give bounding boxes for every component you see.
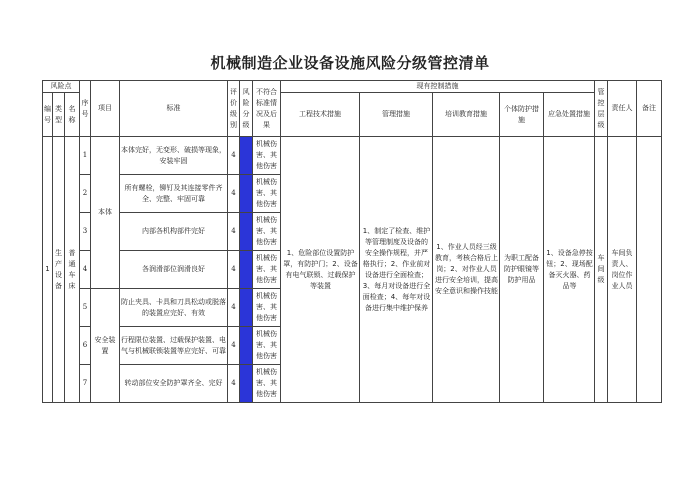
header-existing-controls: 现有控制措施 <box>281 81 595 93</box>
emergency-measures: 1、设备急停按钮；2、现场配备灭火器、药品等 <box>544 137 595 403</box>
header-risk-grade: 风险分级 <box>240 81 253 137</box>
header-control-level: 管控层级 <box>595 81 608 137</box>
row-seq: 6 <box>80 327 91 365</box>
header-training: 培训教育措施 <box>433 93 500 137</box>
row-seq: 5 <box>80 289 91 327</box>
group-no: 1 <box>43 137 53 403</box>
risk-grade-cell <box>240 327 253 365</box>
training-measures: 1、作业人员经三级教育，考核合格后上岗；2、对作业人员进行安全培训，提高安全意识和操作技能 <box>433 137 500 403</box>
header-ppe: 个体防护措施 <box>500 93 544 137</box>
header-item: 项目 <box>91 81 120 137</box>
row-standard: 防止夹具、卡具和刀具松动或脱落的装置应完好、有效 <box>120 289 228 327</box>
group-name: 普通车床 <box>65 137 80 403</box>
header-no: 编号 <box>43 93 53 137</box>
risk-grade-cell <box>240 137 253 175</box>
header-risk-point: 风险点 <box>43 81 80 93</box>
row-standard: 行程限位装置、过载保护装置、电气与机械联锁装置等应完好、可靠 <box>120 327 228 365</box>
row-standard: 转动部位安全防护罩齐全、完好 <box>120 365 228 403</box>
row-standard: 各润滑部位润滑良好 <box>120 251 228 289</box>
row-seq: 4 <box>80 251 91 289</box>
header-type: 类型 <box>53 93 65 137</box>
row-seq: 1 <box>80 137 91 175</box>
row-consequence: 机械伤害、其他伤害 <box>253 137 281 175</box>
row-standard: 所有螺栓，铆钉及其连接零件齐全、完整、牢固可靠 <box>120 175 228 213</box>
header-eval-grade: 评价级别 <box>228 81 240 137</box>
item-body: 本体 <box>91 137 120 289</box>
row-consequence: 机械伤害、其他伤害 <box>253 289 281 327</box>
management-measures: 1、制定了检查、维护等管理制度及设备的安全操作规程，并严格执行；2、作业前对设备进行全面检查；3、每月对设备进行全面检查；4、每年对设备进行集中维护保养 <box>360 137 433 403</box>
row-standard: 内部各机构部件完好 <box>120 213 228 251</box>
row-consequence: 机械伤害、其他伤害 <box>253 327 281 365</box>
header-seq: 序号 <box>80 81 91 137</box>
risk-grade-cell <box>240 175 253 213</box>
row-eval: 4 <box>228 251 240 289</box>
row-consequence: 机械伤害、其他伤害 <box>253 213 281 251</box>
row-seq: 2 <box>80 175 91 213</box>
header-responsible: 责任人 <box>608 81 637 137</box>
row-seq: 3 <box>80 213 91 251</box>
row-eval: 4 <box>228 213 240 251</box>
item-safety-device: 安全装置 <box>91 289 120 403</box>
header-standard: 标准 <box>120 81 228 137</box>
header-name: 名称 <box>65 93 80 137</box>
risk-grade-cell <box>240 289 253 327</box>
header-eng-tech: 工程技术措施 <box>281 93 360 137</box>
document-title: 机械制造企业设备设施风险分级管控清单 <box>210 54 490 72</box>
header-row-1 <box>43 81 662 93</box>
control-level: 车间级 <box>595 137 608 403</box>
table-row <box>43 137 662 175</box>
row-seq: 7 <box>80 365 91 403</box>
risk-grade-cell <box>240 251 253 289</box>
risk-grade-cell <box>240 365 253 403</box>
row-eval: 4 <box>228 137 240 175</box>
responsible-person: 车间负责人、岗位作业人员 <box>608 137 637 403</box>
risk-grade-cell <box>240 213 253 251</box>
row-consequence: 机械伤害、其他伤害 <box>253 175 281 213</box>
remarks <box>637 137 662 403</box>
row-consequence: 机械伤害、其他伤害 <box>253 251 281 289</box>
risk-control-table <box>42 80 662 403</box>
header-remarks: 备注 <box>637 81 662 137</box>
row-eval: 4 <box>228 327 240 365</box>
header-nonconformity: 不符合标准情况及后果 <box>253 81 281 137</box>
row-eval: 4 <box>228 175 240 213</box>
row-consequence: 机械伤害、其他伤害 <box>253 365 281 403</box>
row-standard: 本体完好，无变形、破损等现象，安装牢固 <box>120 137 228 175</box>
group-type: 生产设备 <box>53 137 65 403</box>
header-emergency: 应急处置措施 <box>544 93 595 137</box>
header-management: 管理措施 <box>360 93 433 137</box>
ppe-measures: 为职工配备防护眼镜等防护用品 <box>500 137 544 403</box>
row-eval: 4 <box>228 365 240 403</box>
eng-tech-measures: 1、危险部位设置防护罩，有防护门；2、设备有电气联锁、过载保护等装置 <box>281 137 360 403</box>
row-eval: 4 <box>228 289 240 327</box>
